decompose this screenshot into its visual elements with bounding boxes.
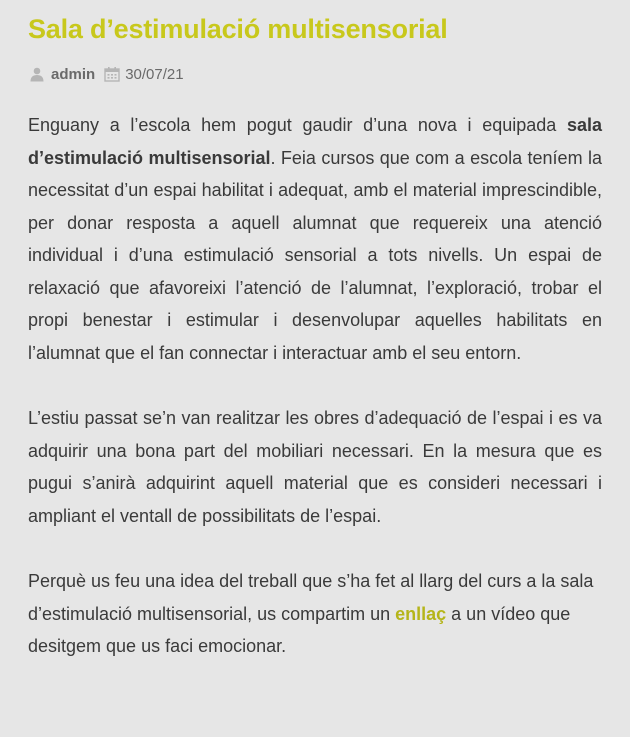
post-title[interactable]: Sala d’estimulació multisensorial bbox=[28, 14, 448, 44]
post-meta bbox=[28, 64, 602, 84]
paragraph-1 bbox=[28, 109, 602, 369]
post-date: 30/07/21 bbox=[125, 65, 184, 83]
paragraph-3-text-start: Perquè us feu una idea del treball que s’ha fet al llarg del curs a la sala d’estimulació multisensorial, us compartim un bbox=[28, 571, 594, 624]
paragraph-1-bold-text: sala d’estimulació multisensorial bbox=[28, 115, 602, 168]
calendar-icon bbox=[103, 65, 121, 83]
paragraph-1-text-start: Enguany a l’escola hem pogut gaudir d’una nova i equipada bbox=[28, 115, 567, 135]
video-link[interactable]: enllaç bbox=[395, 603, 447, 624]
paragraph-3 bbox=[28, 565, 602, 663]
post-author[interactable]: admin bbox=[51, 65, 96, 83]
paragraph-1-text-end: . Feia cursos que com a escola teníem la necessitat d’un espai habilitat i adequat, amb el material imprescindible, per donar resposta a aquell alumnat que requereix una atenció individual i d’una estimulació sensorial a tots nivells. Un espai de relaxació que afavoreixi l’atenció de l’alumnat, l’exploració, trobar el propi benestar i estimular i desenvolupar aquelles habilitats en l’alumnat que el fan connectar i interactuar amb el seu entorn. bbox=[28, 147, 602, 363]
paragraph-3-text-end: a un vídeo que desitgem que us faci emocionar. bbox=[28, 603, 571, 656]
post-content bbox=[28, 109, 602, 663]
user-icon bbox=[28, 65, 46, 83]
paragraph-2: L’estiu passat se’n van realitzar les obres d’adequació de l’espai i es va adquirir una bona part del mobiliari necessari. En la mesura que es pugui s’anirà adquirint aquell material que es consideri necessari i ampliant el ventall de possibilitats de l’espai. bbox=[28, 408, 602, 526]
